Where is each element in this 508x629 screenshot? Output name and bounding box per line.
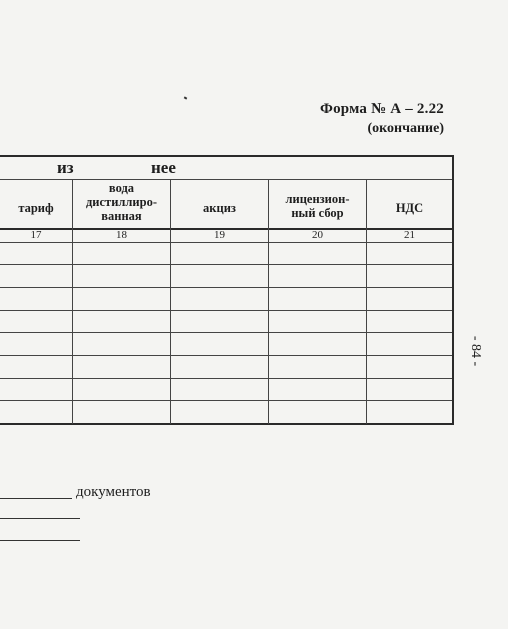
- group-header-left: из: [57, 158, 74, 177]
- column-number: 19: [214, 229, 225, 241]
- table-top-border: [0, 155, 453, 157]
- column-header-distilled-water: [73, 181, 170, 223]
- table-right-border: [452, 155, 454, 425]
- signature-blank-line: [0, 540, 80, 541]
- documents-blank-line: [0, 498, 72, 499]
- row-border: [0, 378, 453, 379]
- row-border: [0, 287, 453, 288]
- column-number: 18: [116, 229, 127, 241]
- header-line: вода: [108, 181, 135, 195]
- column-header-tariff: тариф: [18, 201, 54, 215]
- row-border: [0, 310, 453, 311]
- documents-label: документов: [76, 484, 151, 500]
- group-header-right: нее: [151, 158, 176, 177]
- column-number: 20: [312, 229, 323, 241]
- group-header-bottom-border: [0, 179, 453, 180]
- header-line: ванная: [101, 209, 142, 223]
- header-line: ный сбор: [291, 206, 344, 220]
- row-border: [0, 400, 453, 401]
- signature-blank-line: [0, 518, 80, 519]
- row-border: [0, 355, 453, 356]
- form-subtitle: (окончание): [367, 121, 444, 136]
- column-number: 17: [30, 229, 42, 241]
- column-header-license-fee: [269, 192, 366, 220]
- row-border: [0, 332, 453, 333]
- column-divider: [170, 180, 171, 424]
- header-line: лицензион-: [285, 192, 350, 206]
- form-title: Форма № А – 2.22: [320, 101, 444, 117]
- column-number: 21: [404, 229, 415, 241]
- column-divider: [366, 180, 367, 424]
- page-number: - 84 -: [468, 335, 483, 367]
- column-header-excise: акциз: [203, 201, 236, 215]
- table-bottom-border: [0, 423, 453, 425]
- scan-speck: [184, 96, 188, 99]
- number-row-bottom-border: [0, 242, 453, 243]
- header-line: дистиллиро-: [85, 195, 157, 209]
- column-header-vat: НДС: [395, 201, 424, 215]
- row-border: [0, 264, 453, 265]
